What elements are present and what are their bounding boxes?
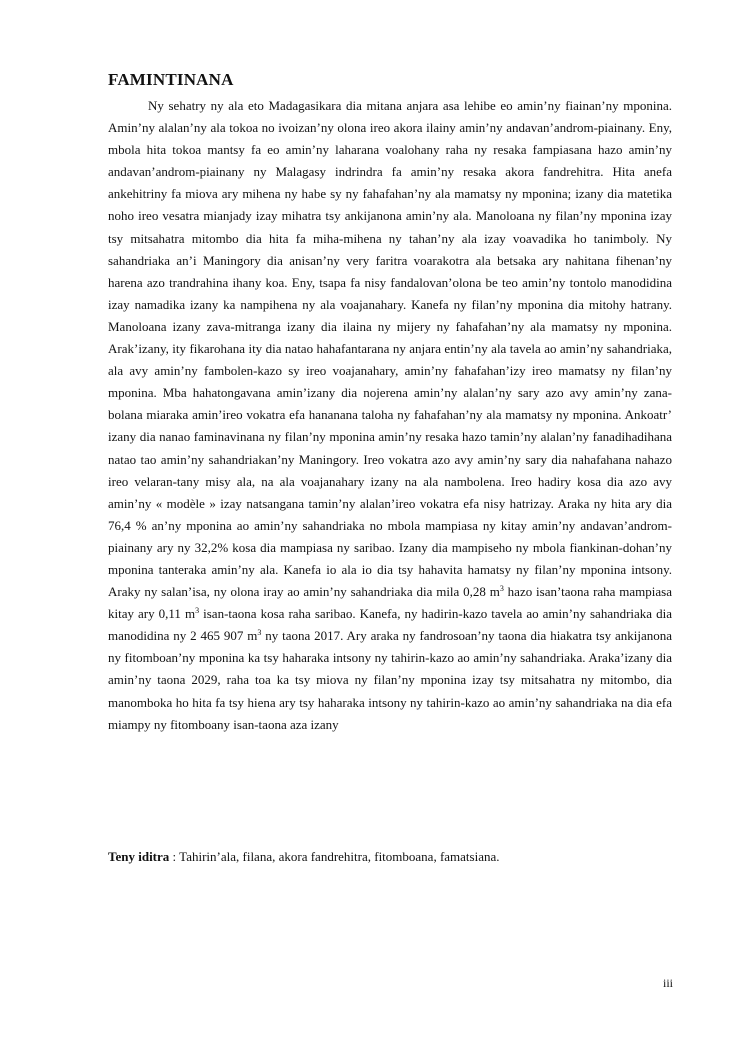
section-title: FAMINTINANA [108,70,234,89]
abstract-paragraph [108,95,672,736]
page-number: iii [662,976,673,990]
paragraph-text-2: hazo isan’taona raha mampiasa kitay ary 0,11 m [108,584,672,622]
keywords-label: Teny iditra [108,849,170,864]
paragraph-text-1: Ny sehatry ny ala eto Madagasikara dia mitana anjara asa lehibe eo amin’ny fiainan’ny mponina. Amin’ny alalan’ny ala tokoa no ivoizan’ny olona ireo akora ilainy amin’ny andavan’androm-piainany. Eny, mbola hita tokoa mantsy fa eo amin’ny laharana voalohany raha ny resaka fampiasana hazo amin’ny andavan’androm-piainany ny Malagasy indrindra fa amin’ny resaka akora fandrehitra. Hita anefa ankehitriny fa miova ary mihena ny habe sy ny fahafahan’ny ala mamatsy ny mponina; izany dia matetika noho ireo vesatra mianjady izay mihatra tsy ankijanona amin’ny ala. Manoloana ny filan’ny mponina izay tsy mitsahatra mitombo dia hita fa miha-mihena ny tahan’ny ala izay voavadika ho tanimboly. Ny sahandriaka an’i Maningory dia anisan’ny very faritra voarakotra ala betsaka ary nahitana fihenan’ny harena azo trandrahina ihany koa. Eny, tsapa fa nisy fandalovan’olona be teo amin’ny tontolo manodidina izay namadika izany ka nampihena ny ala voajanahary. Kanefa ny filan’ny mponina dia mitohy hatrany. Manoloana izany zava-mitranga izany dia ilaina ny mijery ny fahafahan’ny ala mamatsy ny mponina. Arak’izany, ity fikarohana ity dia natao hahafantarana ny anjara entin’ny ala tavela ao amin’ny sahandriaka, ala avy amin’ny fambolen-kazo sy ireo voajanahary, amin’ny fahafahan’izy ireo mamatsy ny filan’ny mponina. Mba hahatongavana amin’izany dia nojerena amin’ny alalan’ny sary azo avy amin’ny zana-bolana miaraka amin’ireo vokatra efa hananana taloha ny fahafahan’ny ala mamatsy ny mponina. Ankoatr’ izany dia nanao faminavinana ny filan’ny mponina amin’ny resaka hazo tamin’ny alalan’ny fanadihadihana natao tao amin’ny sahandriakan’ny Maningory. Ireo vokatra azo avy amin’ny sary dia nahafahana nahazo ireo velaran-tany misy ala, na ala voajanahary izany na ala nambolena. Ireo hadiry kosa dia azo avy amin’ny « modèle » izay natsangana tamin’ny alalan’ireo vokatra efa nisy hatrizay. Araka ny hita ary dia 76,4 % an’ny mponina ao amin’ny sahandriaka no mbola mampiasa ny kitay amin’ny andavan’androm-piainany ary ny 32,2% kosa dia mampiasa ny saribao. Izany dia mampiseho ny mbola fiankinan-dohan’ny mponina tanteraka amin’ny ala. Kanefa io ala io dia tsy hahavita hamatsy ny filan’ny mponina intsony. Araky ny salan’isa, ny olona iray ao amin’ny sahandriaka dia mila 0,28 m [108,98,672,600]
paragraph-text-3: isan-taona kosa raha saribao. Kanefa, ny hadirin-kazo tavela ao amin’ny sahandriaka dia manodidina ny 2 465 907 m [108,606,672,644]
keywords-line [108,847,672,867]
keywords-separator: : [169,849,180,864]
superscript-2: 3 [195,606,200,616]
keywords-text: Tahirin’ala, filana, akora fandrehitra, fitomboana, famatsiana. [179,849,500,864]
paragraph-text-4: ny taona 2017. Ary araka ny fandrosoan’ny taona dia hiakatra tsy ankijanona ny fitomboan’ny mponina ka tsy haharaka intsony ny tahirin-kazo ao amin’ny sahandriaka. Araka’izany dia amin’ny taona 2029, raha toa ka tsy miova ny filan’ny mponina izay tsy mitsahatra ny mitombo, dia manomboka ho hita fa tsy hiena ary tsy haharaka intsony ny tahirin-kazo ao amin’ny sahandriaka na dia efa miampy ny fitomboany isan-taona aza izany [108,628,672,732]
superscript-1: 3 [499,584,504,594]
superscript-3: 3 [257,628,262,638]
